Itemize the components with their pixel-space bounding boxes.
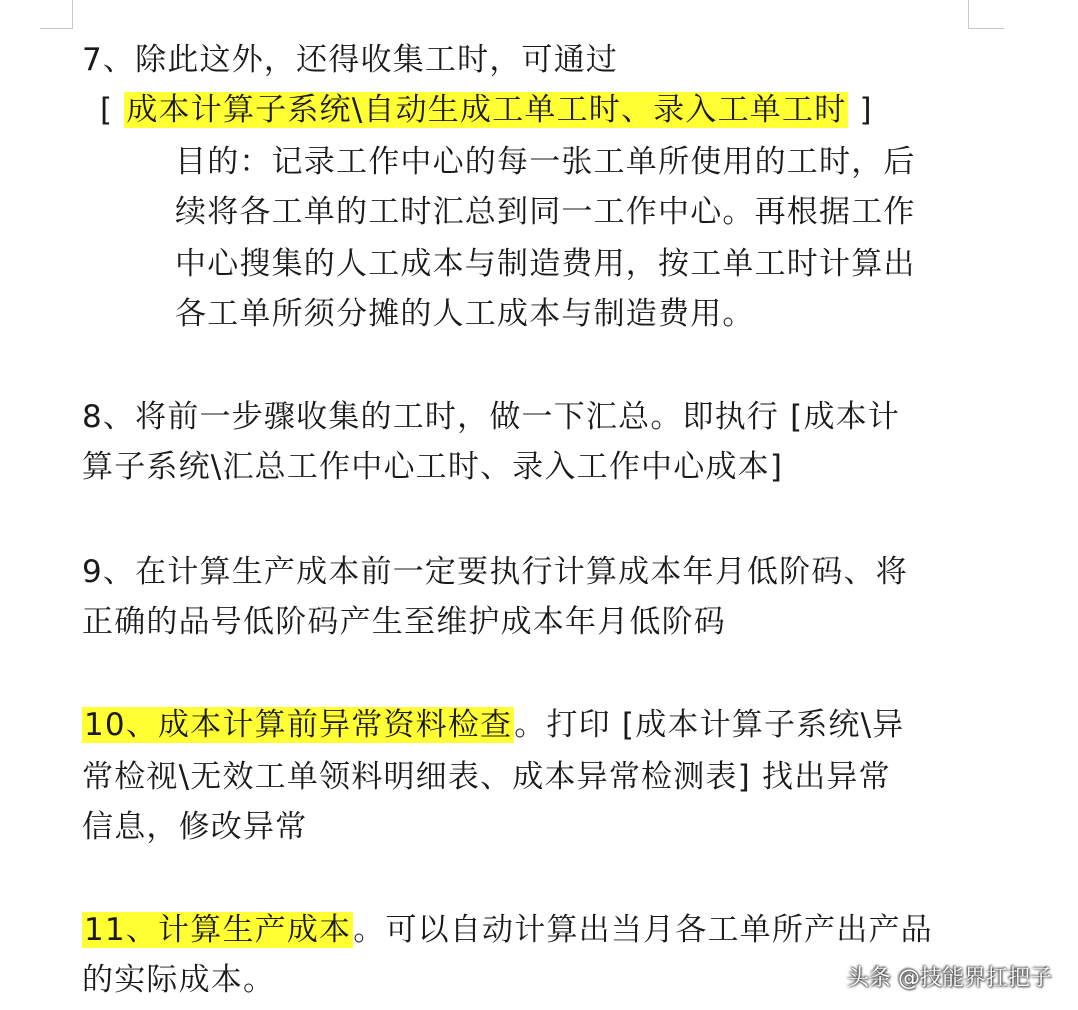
item11-line2: 的实际成本。 <box>82 962 276 998</box>
item9-line2: 正确的品号低阶码产生至维护成本年月低阶码 <box>82 604 726 640</box>
item11-line1 <box>82 908 933 952</box>
item8-line2: 算子系统\汇总工作中心工时、录入工作中心成本] <box>82 449 784 485</box>
crop-mark-right-h <box>968 28 1004 29</box>
item9-line1: 9、在计算生产成本前一定要执行计算成本年月低阶码、将 <box>82 554 908 590</box>
highlighted-menu-path: 成本计算子系统\自动生成工单工时、录入工单工时 <box>126 92 847 128</box>
item7-path-line <box>100 88 873 132</box>
source-watermark: 头条 @技能界扛把子 <box>847 966 1052 991</box>
item10-line2: 常检视\无效工单领料明细表、成本异常检测表] 找出异常 <box>82 759 891 795</box>
item10-line3: 信息，修改异常 <box>82 809 308 845</box>
item11-rest: 。可以自动计算出当月各工单所产出产品 <box>353 912 933 948</box>
crop-mark-right <box>968 0 969 28</box>
bracket-close: ] <box>859 92 873 128</box>
crop-mark-left <box>72 0 73 28</box>
item10-rest: 。打印 [成本计算子系统\异 <box>514 707 905 743</box>
item7-line1: 7、除此这外，还得收集工时，可通过 <box>82 42 619 78</box>
crop-mark-left-h <box>40 28 73 29</box>
purpose-line-1: 目的：记录工作中心的每一张工单所使用的工时，后 <box>175 144 916 180</box>
item10-highlight: 10、成本计算前异常资料检查 <box>84 707 513 743</box>
item10-line1 <box>82 703 904 747</box>
item8-line1: 8、将前一步骤收集的工时，做一下汇总。即执行 [成本计 <box>82 399 901 435</box>
purpose-line-4: 各工单所须分摊的人工成本与制造费用。 <box>175 296 755 332</box>
purpose-line-2: 续将各工单的工时汇总到同一工作中心。再根据工作 <box>175 194 916 230</box>
purpose-line-3: 中心搜集的人工成本与制造费用，按工单工时计算出 <box>175 246 916 282</box>
item11-highlight: 11、计算生产成本 <box>84 912 352 948</box>
bracket-open: [ <box>100 92 114 128</box>
